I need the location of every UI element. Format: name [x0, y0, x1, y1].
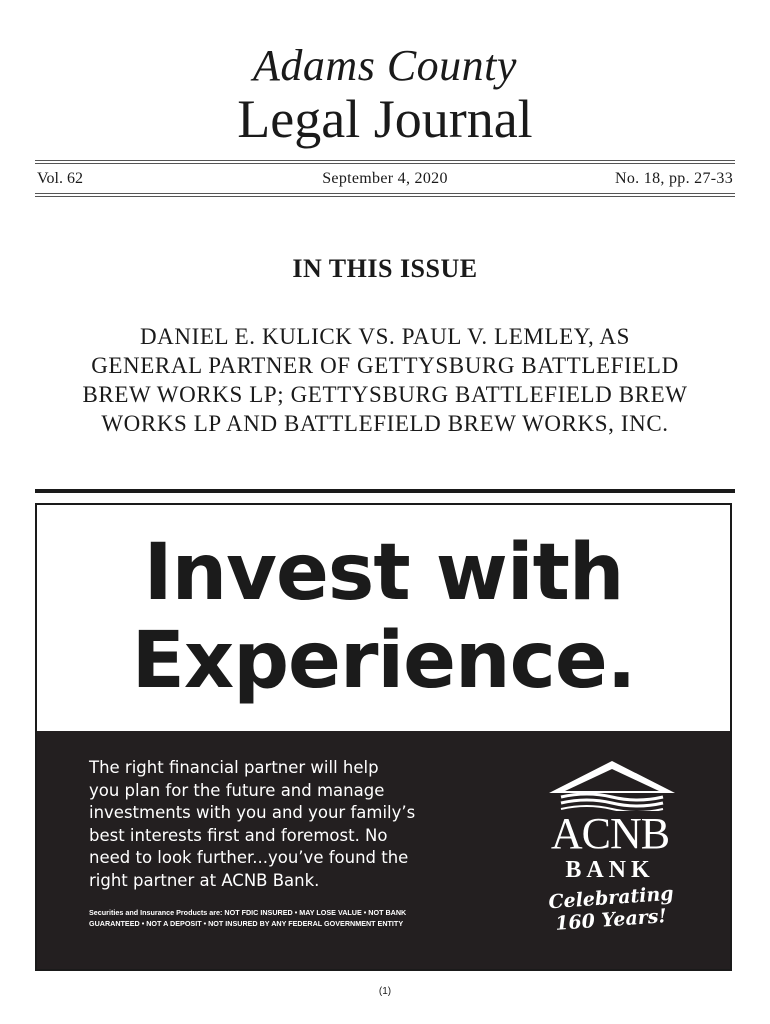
logo-tagline-line: 160 Years! [554, 905, 668, 935]
case-title-line: DANIEL E. KULICK VS. PAUL V. LEMLEY, AS [139, 324, 631, 349]
logo-bank-text: BANK [565, 857, 655, 883]
bottom-rule-1 [35, 193, 735, 194]
ad-body-line: investments with you and your family’s [89, 803, 416, 822]
section-divider [35, 489, 735, 493]
in-this-issue-heading: IN THIS ISSUE [292, 254, 478, 283]
ad-body-line: you plan for the future and manage [89, 780, 385, 800]
logo-acnb-text: ACNB [550, 809, 670, 858]
issue-number-pages: No. 18, pp. 27-33 [615, 170, 733, 187]
ad-headline-panel [37, 505, 730, 731]
case-title-line: GENERAL PARTNER OF GETTYSBURG BATTLEFIELD [91, 353, 679, 378]
masthead-title-line-1: Adams County [253, 41, 517, 90]
ad-dark-panel [37, 731, 730, 969]
issue-date: September 4, 2020 [322, 170, 448, 187]
case-title-line: BREW WORKS LP; GETTYSBURG BATTLEFIELD BREW [82, 382, 688, 407]
logo-tagline-line: Celebrating [547, 882, 675, 914]
masthead-title-line-2: Legal Journal [237, 89, 533, 149]
ad-disclaimer-line: GUARANTEED • NOT A DEPOSIT • NOT INSURED BY ANY FEDERAL GOVERNMENT ENTITY [89, 919, 404, 928]
ad-disclaimer [89, 907, 509, 929]
issue-info-row [35, 168, 735, 190]
ad-disclaimer-line: Securities and Insurance Products are: NOT FDIC INSURED • MAY LOSE VALUE • NOT BANK [89, 908, 407, 917]
case-title-line: WORKS LP AND BATTLEFIELD BREW WORKS, INC. [101, 411, 669, 436]
ad-body-text [89, 757, 509, 892]
ad-headline-line: Invest with [143, 528, 624, 618]
ad-body-line: best interests first and foremost. No [89, 825, 388, 845]
roof-logo-icon [547, 759, 677, 811]
bottom-rule-2 [35, 196, 735, 197]
top-rule-1 [35, 160, 735, 161]
ad-body-line: right partner at ACNB Bank. [89, 870, 320, 890]
volume-label: Vol. 62 [37, 170, 83, 187]
top-rule-2 [35, 163, 735, 164]
case-title [30, 322, 740, 438]
page-number: (1) [378, 986, 392, 997]
acnb-advertisement [35, 503, 732, 971]
ad-body-line: The right financial partner will help [89, 758, 379, 777]
ad-headline-line: Experience. [131, 616, 636, 706]
ad-body-line: need to look further...you’ve found the [89, 848, 409, 867]
acnb-logo [535, 759, 695, 939]
